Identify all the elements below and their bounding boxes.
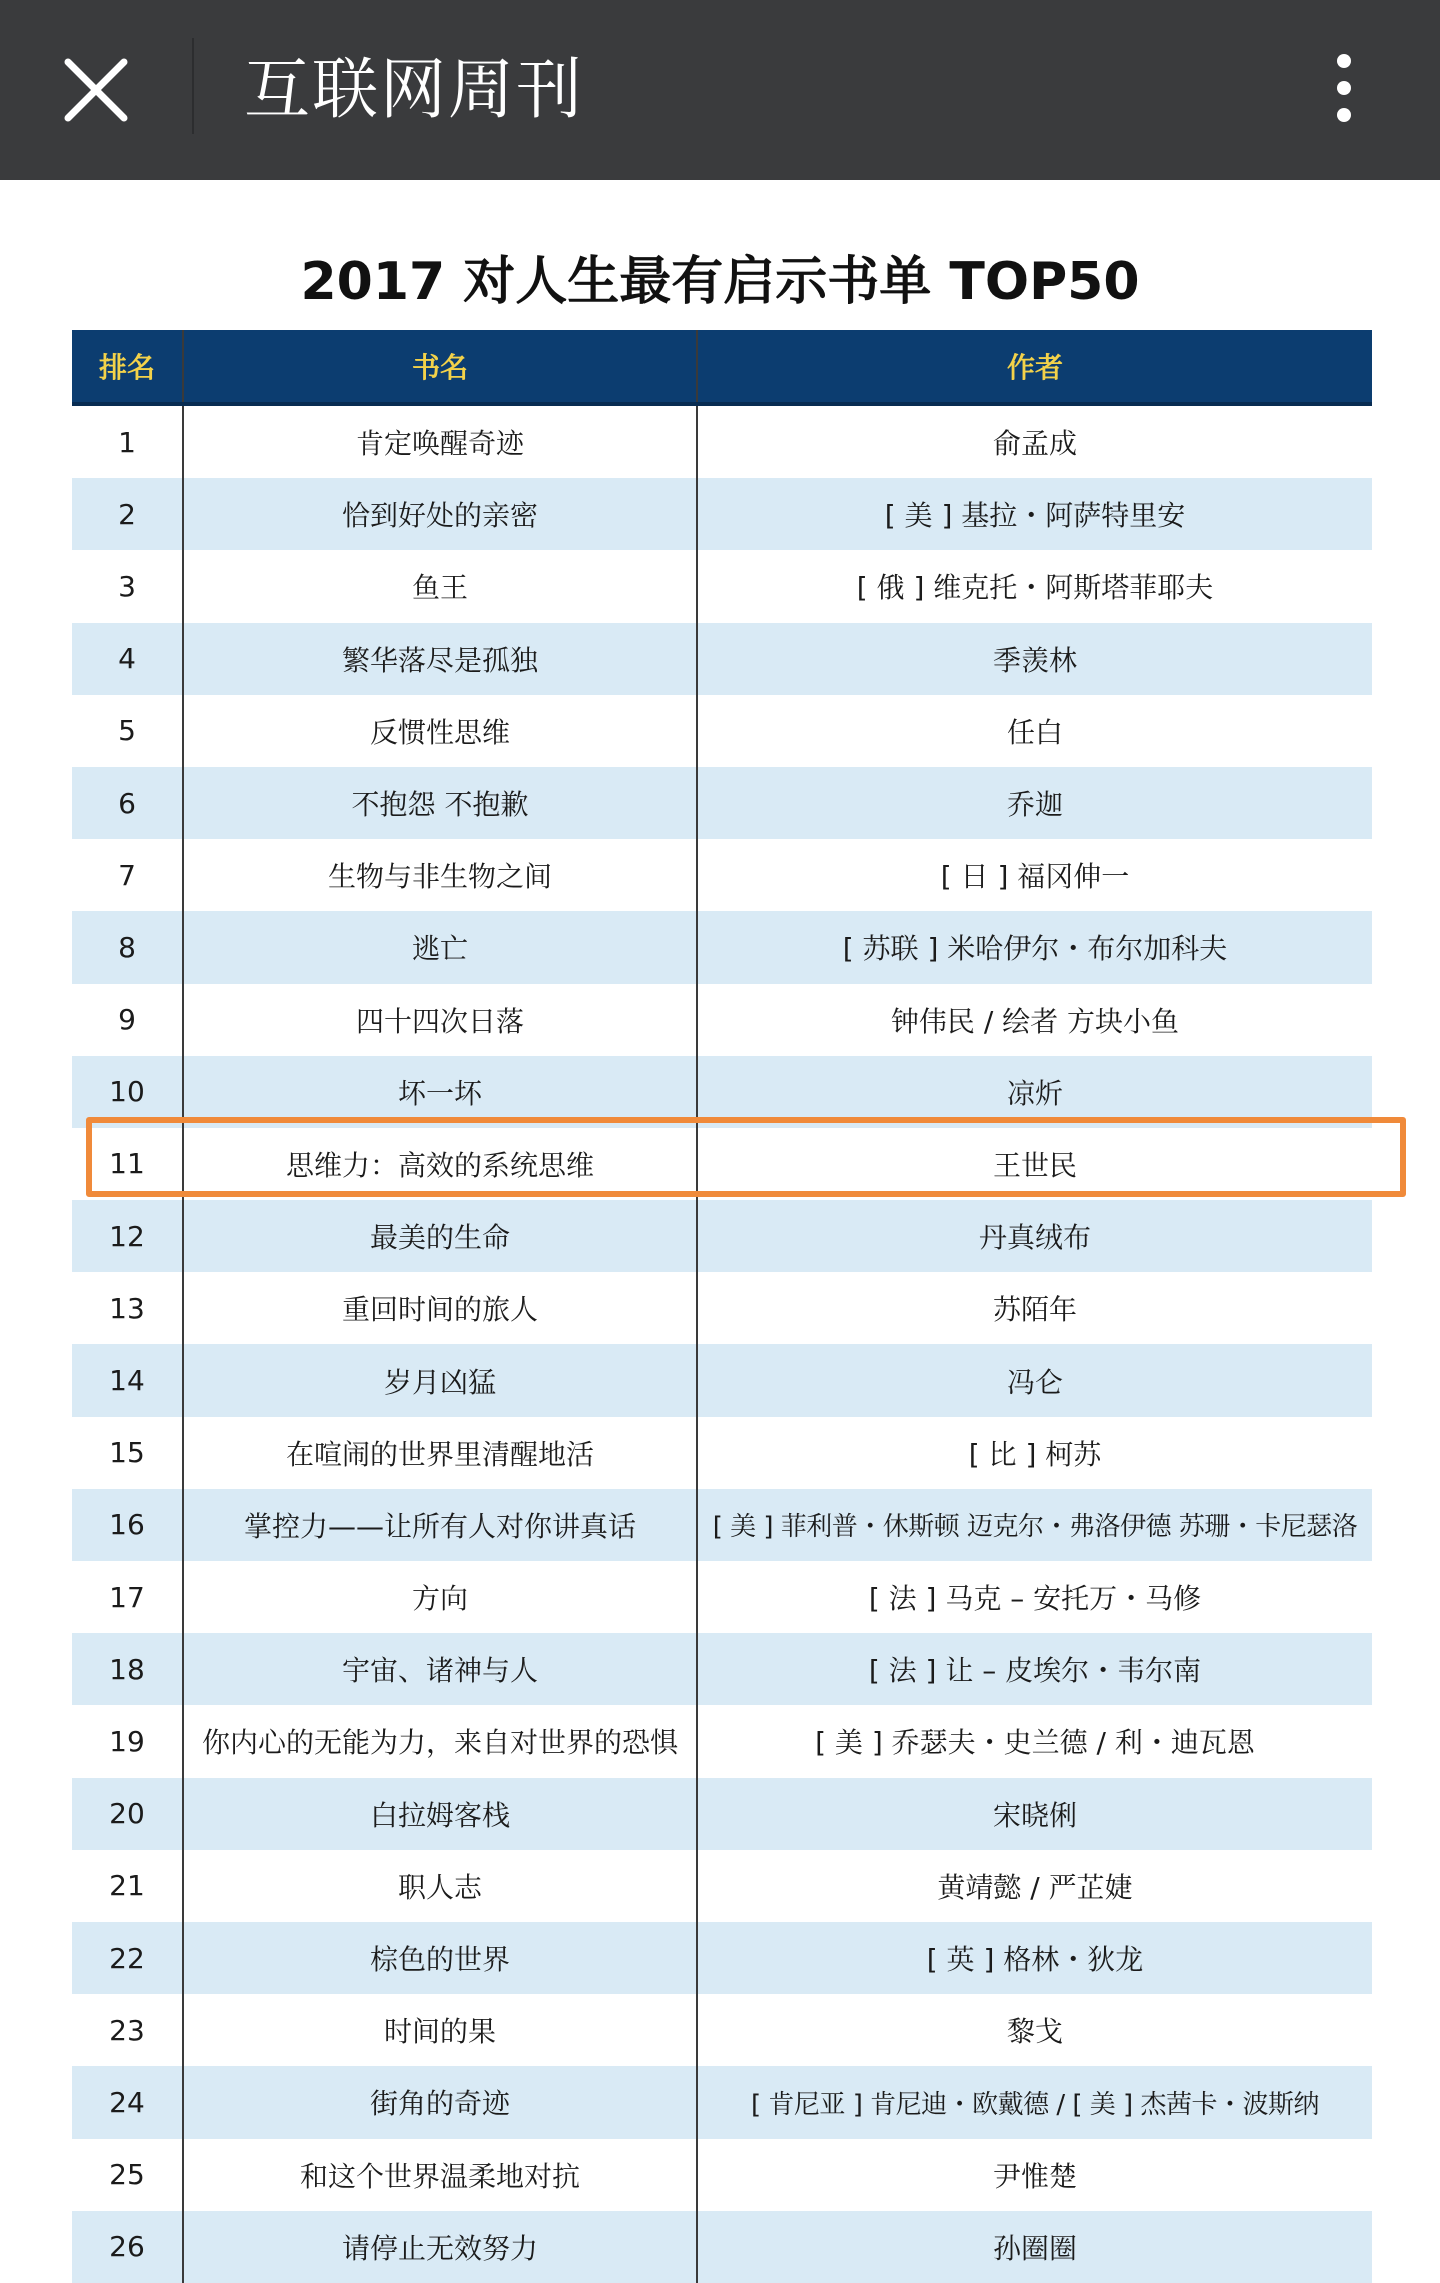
book-title-cell: 掌控力——让所有人对你讲真话 [183,1489,697,1561]
rank-cell: 15 [72,1417,183,1489]
article-image [0,180,1440,2283]
table-row [72,1344,1372,1416]
more-vertical-icon [1337,54,1351,68]
rank-cell: 21 [72,1850,183,1922]
more-vertical-icon-dot-3 [1337,108,1351,122]
author-cell: 王世民 [697,1128,1372,1200]
table-row [72,984,1372,1056]
author-cell: [ 法 ] 马克 – 安托万・马修 [697,1561,1372,1633]
table-row [72,1994,1372,2066]
header-divider [192,38,194,134]
book-title-cell: 棕色的世界 [183,1922,697,1994]
author-cell: 尹惟楚 [697,2139,1372,2211]
author-cell: 孙圈圈 [697,2211,1372,2283]
table-row [72,911,1372,983]
author-cell: 俞孟成 [697,404,1372,478]
table-row [72,478,1372,550]
more-vertical-icon-dot-2 [1337,81,1351,95]
rank-cell: 16 [72,1489,183,1561]
author-cell: 季羡林 [697,623,1372,695]
rank-cell: 17 [72,1561,183,1633]
rank-cell: 26 [72,2211,183,2283]
book-title-cell: 请停止无效努力 [183,2211,697,2283]
table-row [72,550,1372,622]
top-bar [0,0,1440,180]
column-header-author: 作者 [697,330,1372,404]
close-icon [64,58,128,122]
rank-cell: 10 [72,1056,183,1128]
book-title-cell: 肯定唤醒奇迹 [183,404,697,478]
rank-cell: 7 [72,839,183,911]
book-title-cell: 思维力：高效的系统思维 [183,1128,697,1200]
author-cell: [ 英 ] 格林・狄龙 [697,1922,1372,1994]
rank-cell: 20 [72,1778,183,1850]
rank-cell: 13 [72,1272,183,1344]
book-title-cell: 繁华落尽是孤独 [183,623,697,695]
table-row [72,2066,1372,2138]
author-cell: 黄靖懿 / 严芷婕 [697,1850,1372,1922]
author-cell: [ 肯尼亚 ] 肯尼迪・欧戴德 / [ 美 ] 杰茜卡・波斯纳 [697,2066,1372,2138]
book-title-cell: 生物与非生物之间 [183,839,697,911]
author-cell: [ 美 ] 基拉・阿萨特里安 [697,478,1372,550]
table-row [72,839,1372,911]
table-row [72,404,1372,478]
rank-cell: 1 [72,404,183,478]
list-title: 2017 对人生最有启示书单 TOP50 [300,252,1140,312]
rank-cell: 24 [72,2066,183,2138]
rank-cell: 8 [72,911,183,983]
author-cell: [ 比 ] 柯苏 [697,1417,1372,1489]
author-cell: [ 美 ] 乔瑟夫・史兰德 / 利・迪瓦恩 [697,1705,1372,1777]
rank-cell: 18 [72,1633,183,1705]
book-title-cell: 你内心的无能为力，来自对世界的恐惧 [183,1705,697,1777]
author-cell: 钟伟民 / 绘者 方块小鱼 [697,984,1372,1056]
book-title-cell: 在喧闹的世界里清醒地活 [183,1417,697,1489]
book-title-cell: 鱼王 [183,550,697,622]
author-cell: [ 俄 ] 维克托・阿斯塔菲耶夫 [697,550,1372,622]
book-title-cell: 恰到好处的亲密 [183,478,697,550]
book-list-table [72,330,1372,2283]
author-cell: 苏陌年 [697,1272,1372,1344]
table-row [72,1200,1372,1272]
table-header-row [72,330,1372,404]
book-title-cell: 四十四次日落 [183,984,697,1056]
rank-cell: 9 [72,984,183,1056]
table-row [72,695,1372,767]
rank-cell: 22 [72,1922,183,1994]
author-cell: 宋晓俐 [697,1778,1372,1850]
author-cell: 黎戈 [697,1994,1372,2066]
rank-cell: 2 [72,478,183,550]
book-title-cell: 和这个世界温柔地对抗 [183,2139,697,2211]
rank-cell: 11 [72,1128,183,1200]
rank-cell: 23 [72,1994,183,2066]
rank-cell: 19 [72,1705,183,1777]
author-cell: [ 苏联 ] 米哈伊尔・布尔加科夫 [697,911,1372,983]
book-title-cell: 宇宙、诸神与人 [183,1633,697,1705]
table-row [72,1705,1372,1777]
table-row [72,1561,1372,1633]
table-row [72,1272,1372,1344]
close-button[interactable] [48,42,144,138]
author-cell: 任白 [697,695,1372,767]
column-header-rank: 排名 [72,330,183,404]
rank-cell: 4 [72,623,183,695]
page-title: 互联网周刊 [244,51,584,128]
author-cell: [ 日 ] 福冈伸一 [697,839,1372,911]
book-title-cell: 逃亡 [183,911,697,983]
book-title-cell: 方向 [183,1561,697,1633]
table-row [72,1633,1372,1705]
rank-cell: 25 [72,2139,183,2211]
table-row [72,1417,1372,1489]
rank-cell: 6 [72,767,183,839]
more-menu-button[interactable] [1316,40,1372,136]
table-row [72,1778,1372,1850]
rank-cell: 5 [72,695,183,767]
book-title-cell: 岁月凶猛 [183,1344,697,1416]
column-header-book: 书名 [183,330,697,404]
author-cell: [ 法 ] 让 – 皮埃尔・韦尔南 [697,1633,1372,1705]
book-title-cell: 不抱怨 不抱歉 [183,767,697,839]
book-title-cell: 反惯性思维 [183,695,697,767]
book-title-cell: 白拉姆客栈 [183,1778,697,1850]
author-cell: 凉炘 [697,1056,1372,1128]
table-row [72,2211,1372,2283]
rank-cell: 12 [72,1200,183,1272]
book-title-cell: 时间的果 [183,1994,697,2066]
table-row [72,767,1372,839]
author-cell: 冯仑 [697,1344,1372,1416]
table-row [72,2139,1372,2211]
book-title-cell: 重回时间的旅人 [183,1272,697,1344]
book-title-cell: 街角的奇迹 [183,2066,697,2138]
author-cell: 丹真绒布 [697,1200,1372,1272]
table-row [72,1128,1372,1200]
table-row [72,1922,1372,1994]
book-title-cell: 坏一坏 [183,1056,697,1128]
book-title-cell: 最美的生命 [183,1200,697,1272]
author-cell: [ 美 ] 菲利普・休斯顿 迈克尔・弗洛伊德 苏珊・卡尼瑟洛 [697,1489,1372,1561]
table-row [72,623,1372,695]
table-row [72,1850,1372,1922]
author-cell: 乔迦 [697,767,1372,839]
table-row [72,1489,1372,1561]
book-title-cell: 职人志 [183,1850,697,1922]
rank-cell: 3 [72,550,183,622]
rank-cell: 14 [72,1344,183,1416]
table-row [72,1056,1372,1128]
